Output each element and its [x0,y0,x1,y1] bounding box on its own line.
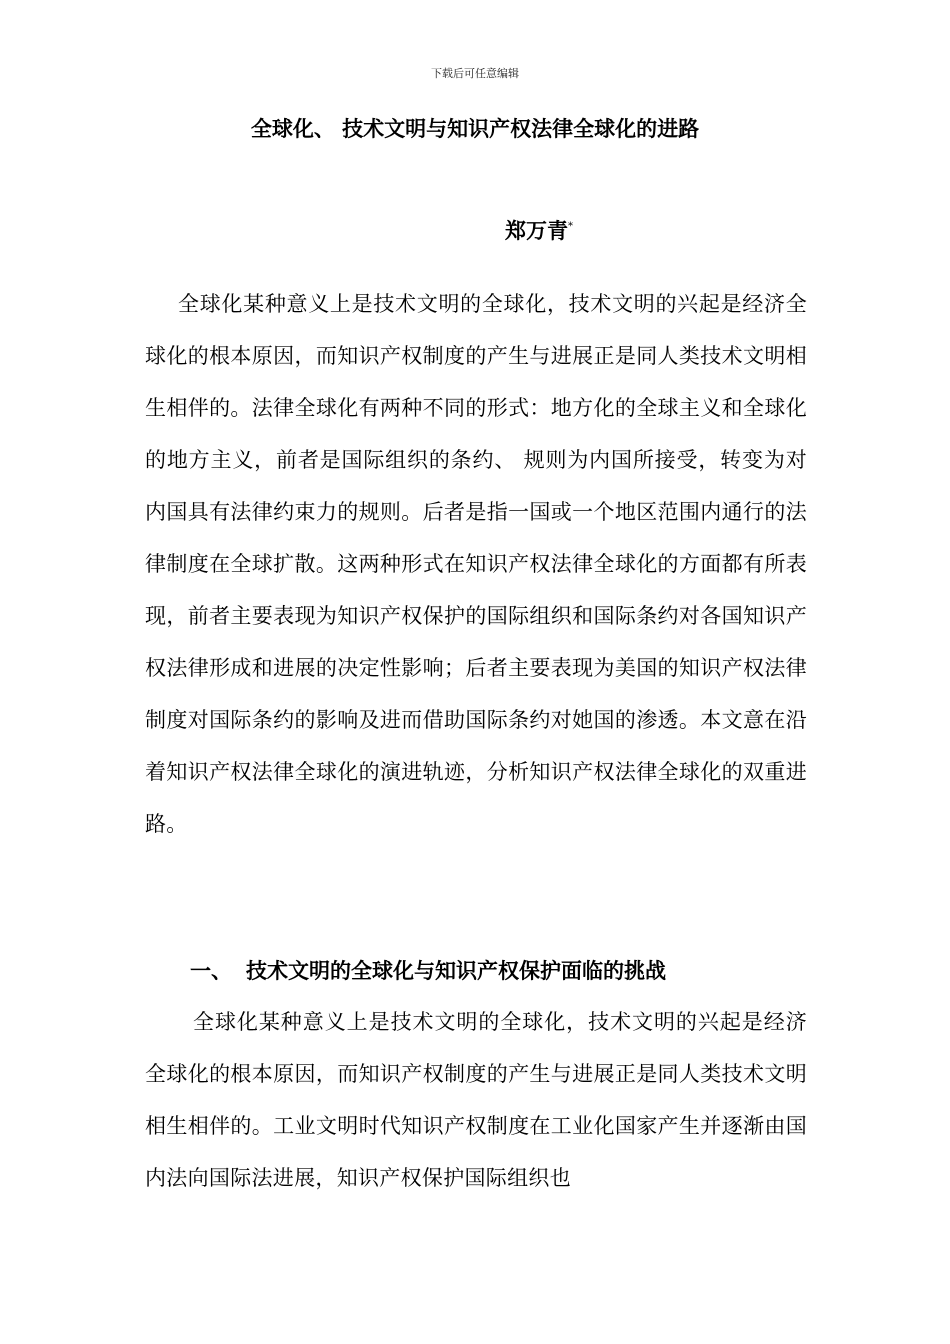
section-paragraph: 全球化某种意义上是技术文明的全球化，技术文明的兴起是经济全球化的根本原因，而知识产权制度的产生与进展正是同人类技术文明相生相伴的。工业文明时代知识产权制度在工业化国家产生并逐渐由国内法向国际法进展，知识产权保护国际组织也 [145,1010,807,1190]
intro-paragraph: 全球化某种意义上是技术文明的全球化，技术文明的兴起是经济全球化的根本原因，而知识产权制度的产生与进展正是同人类技术文明相生相伴的。法律全球化有两种不同的形式：地方化的全球主义和全球化的地方主义，前者是国际组织的条约、 规则为内国所接受，转变为对内国具有法律约束力的规则。后者是指一国或一个地区范围内通行的法律制度在全球扩散。这两种形式在知识产权法律全球化的方面都有所表现，前者主要表现为知识产权保护的国际组织和国际条约对各国知识产权法律形成和进展的决定性影响；后者主要表现为美国的知识产权法律制度对国际条约的影响及进而借助国际条约对她国的渗透。本文意在沿着知识产权法律全球化的演进轨迹，分析知识产权法律全球化的双重进路。 [145,292,807,836]
section-heading-text: 技术文明的全球化与知识产权保护面临的挑战 [246,959,666,983]
article-title: 全球化、 技术文明与知识产权法律全球化的进路 [250,117,700,141]
section-number: 一、 [190,959,232,983]
author-line [505,212,573,246]
author-footnote-mark: * [568,221,573,232]
section-heading [190,956,666,986]
author-name: 郑万青 [505,219,568,243]
header-note: 下载后可任意编辑 [431,67,519,80]
